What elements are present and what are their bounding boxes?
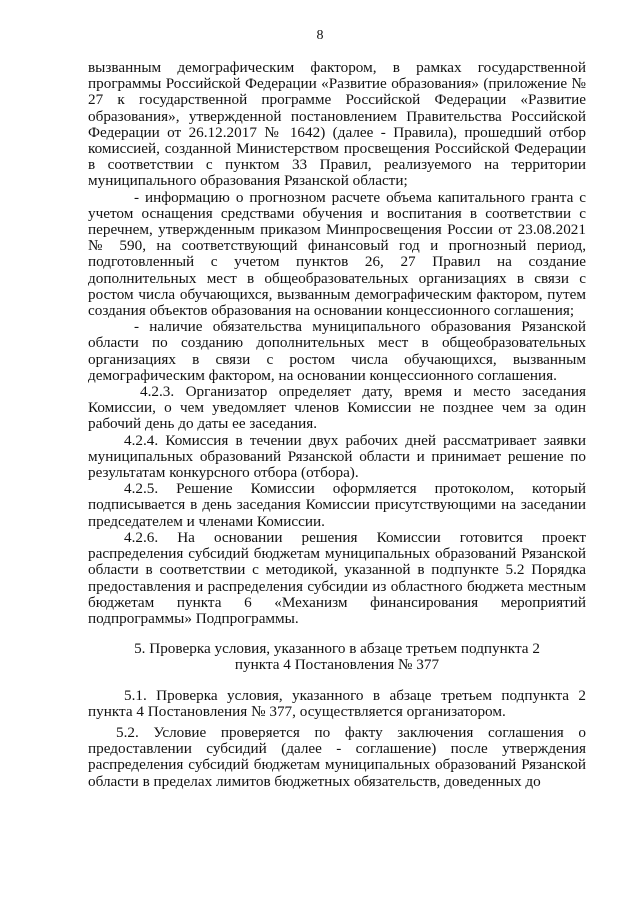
- document-body: [88, 60, 586, 790]
- paragraph-5-2: 5.2. Условие проверяется по факту заключения соглашения о предоставлении субсидий (далее - соглашение) после утверждения распределения субсидий бюджетам муниципальных образований Рязанской области в пределах лимитов бюджетных обязательств, доведенных до: [88, 723, 586, 790]
- paragraph-5-1: 5.1. Проверка условия, указанного в абзаце третьем подпункта 2 пункта 4 Постановления № 377, осуществляется организатором.: [88, 686, 586, 720]
- paragraph-4-2-5: 4.2.5. Решение Комиссии оформляется протоколом, который подписывается в день заседания Комиссии присутствующими на заседании председателем и членами Комиссии.: [88, 480, 586, 530]
- paragraph-4-2-3: 4.2.3. Организатор определяет дату, время и место заседания Комиссии, о чем уведомляет членов Комиссии не позднее чем за один рабочий день до даты ее заседания.: [88, 383, 586, 433]
- page-number: 8: [316, 28, 324, 43]
- section-heading-line-2: пункта 4 Постановления № 377: [234, 656, 440, 674]
- section-heading-line-1: 5. Проверка условия, указанного в абзаце третьем подпункта 2: [134, 640, 540, 658]
- paragraph-continuation: вызванным демографическим фактором, в рамках государственной программы Российской Федерации «Развитие образования» (приложение № 27 к государственной программе Российской Федерации «Развитие образования», утвержденной постановлением Правительства Российской Федерации от 26.12.2017 № 1642) (далее - Правила), прошедший отбор комиссией, созданной Министерством просвещения Российской Федерации в соответствии с пунктом 33 Правил, реализуемого на территории муниципального образования Рязанской области;: [88, 59, 586, 190]
- paragraph-capital-grant-info: - информацию о прогнозном расчете объема капитального гранта с учетом оснащения средствами обучения и воспитания в соответствии с перечнем, утвержденным приказом Минпросвещения России от 23.08.2021 № 590, на соответствующий финансовый год и прогнозный период, подготовленный с учетом пунктов 26, 27 Правил на создание дополнительных мест в общеобразовательных организациях в связи с ростом числа обучающихся, вызванным демографическим фактором, путем создания объектов образования на основании концессионного соглашения;: [88, 188, 586, 320]
- paragraph-4-2-6: 4.2.6. На основании решения Комиссии готовится проект распределения субсидий бюджетам муниципальных образований Рязанской области в соответствии с методикой, указанной в подпункте 5.2 Порядка предоставления и распределения субсидии из областного бюджета местным бюджетам пункта 6 «Механизм финансирования мероприятий подпрограммы» Подпрограммы.: [88, 528, 586, 627]
- paragraph-municipal-obligation: - наличие обязательства муниципального образования Рязанской области по созданию дополнительных мест в общеобразовательных организациях в связи с ростом числа обучающихся, вызванным демографическим фактором, на основании концессионного соглашения.: [88, 318, 586, 384]
- section-5-heading: [88, 641, 586, 673]
- paragraph-4-2-4: 4.2.4. Комиссия в течении двух рабочих дней рассматривает заявки муниципальных образований Рязанской области и принимает решение по результатам конкурсного отбора (отбора).: [88, 431, 586, 482]
